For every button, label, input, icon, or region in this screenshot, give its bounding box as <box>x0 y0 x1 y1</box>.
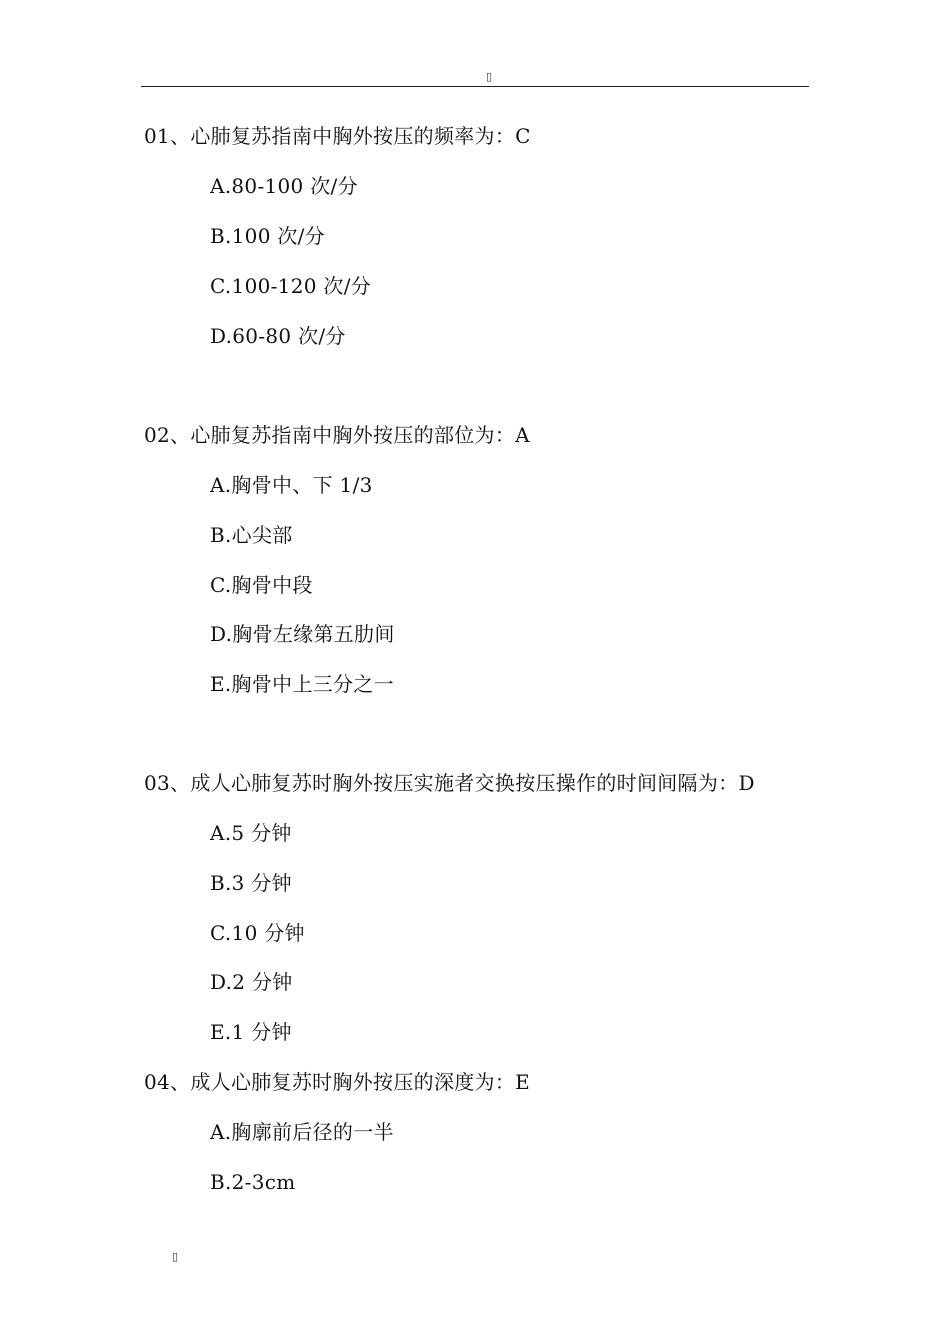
question-04-option-b: B.2-3cm <box>210 1170 296 1194</box>
question-01-option-b: B.100 次/分 <box>210 224 326 248</box>
question-03-option-d: D.2 分钟 <box>210 970 293 994</box>
question-01: 01、心肺复苏指南中胸外按压的频率为：C <box>144 124 531 148</box>
question-01-option-a: A.80-100 次/分 <box>210 174 358 198</box>
question-03-option-c: C.10 分钟 <box>210 921 305 945</box>
question-02-option-d: D.胸骨左缘第五肋间 <box>210 622 395 646</box>
question-02-option-a: A.胸骨中、下 1/3 <box>210 473 373 497</box>
question-03-option-a: A.5 分钟 <box>210 821 292 845</box>
question-01-option-d: D.60-80 次/分 <box>210 324 346 348</box>
question-04-option-a: A.胸廓前后径的一半 <box>210 1120 394 1144</box>
question-03: 03、成人心肺复苏时胸外按压实施者交换按压操作的时间间隔为：D <box>144 771 755 795</box>
question-02: 02、心肺复苏指南中胸外按压的部位为：A <box>144 423 530 447</box>
question-02-option-e: E.胸骨中上三分之一 <box>210 672 394 696</box>
question-04: 04、成人心肺复苏时胸外按压的深度为：E <box>144 1070 531 1094</box>
question-03-option-b: B.3 分钟 <box>210 871 292 895</box>
question-02-option-b: B.心尖部 <box>210 523 293 547</box>
question-02-option-c: C.胸骨中段 <box>210 573 313 597</box>
question-01-option-c: C.100-120 次/分 <box>210 274 372 298</box>
footer-mark: ▯ <box>172 1250 179 1263</box>
question-03-option-e: E.1 分钟 <box>210 1020 292 1044</box>
header-mark: ▯ <box>486 70 493 83</box>
header-rule <box>141 86 809 87</box>
